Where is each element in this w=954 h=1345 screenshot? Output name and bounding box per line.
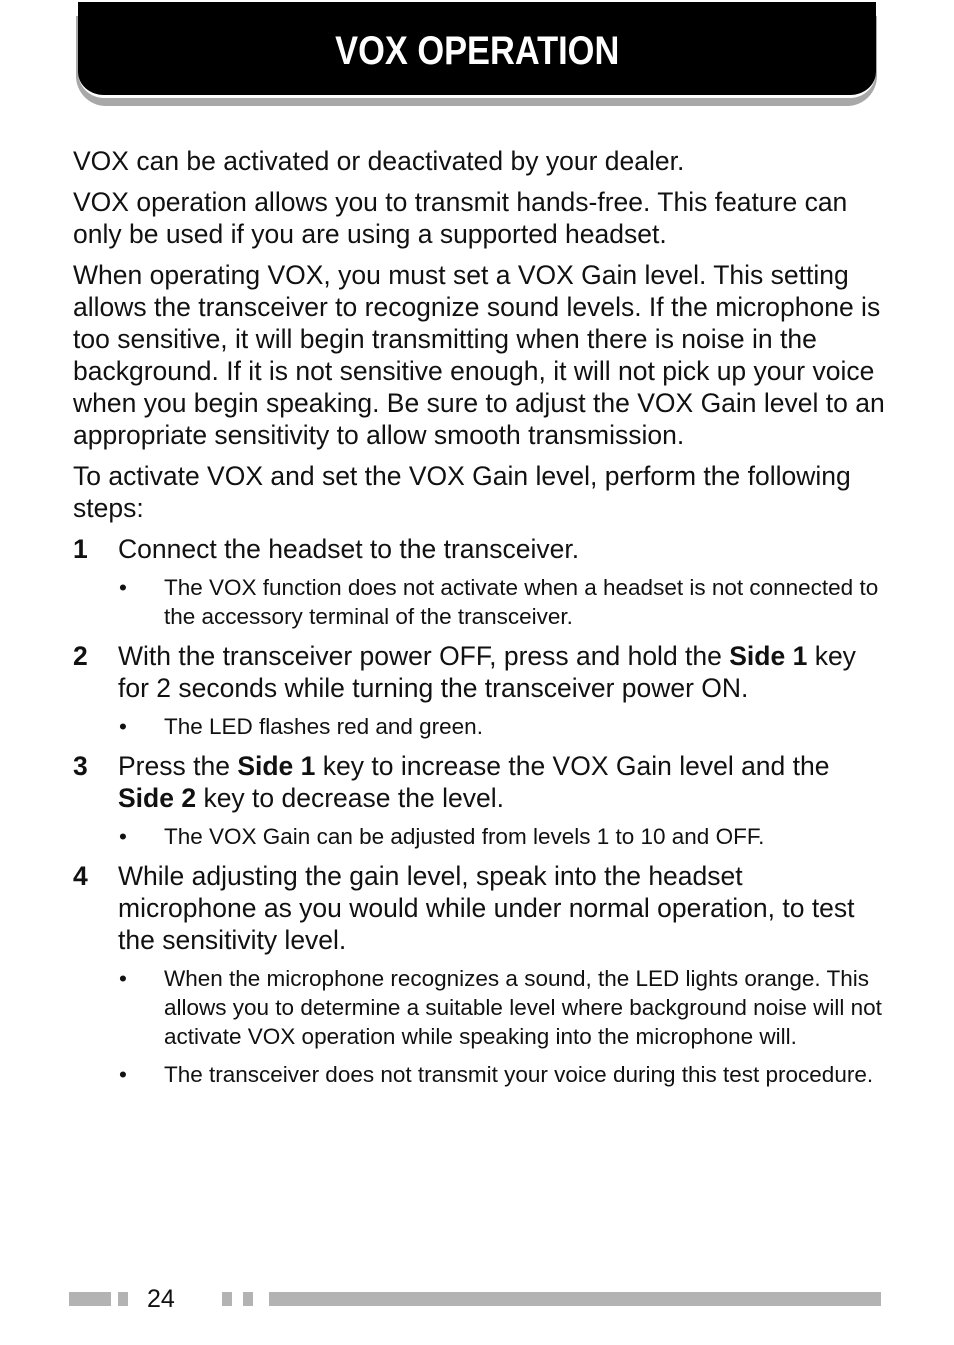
- step-text: While adjusting the gain level, speak into the headset microphone as you would while under normal operation, to test the sensitivity level.: [118, 861, 855, 955]
- step-text: Connect the headset to the transceiver.: [118, 534, 580, 564]
- note-text: The LED flashes red and green.: [164, 714, 483, 739]
- step-note: [73, 712, 885, 741]
- page-number: 24: [147, 1285, 175, 1313]
- footer-bar-segment: [69, 1292, 111, 1306]
- step-text: Press the: [118, 751, 238, 781]
- step-number: 3: [73, 751, 88, 781]
- intro-paragraph: When operating VOX, you must set a VOX Gain level. This setting allows the transceiver to recognize sound levels. If the microphone is too sensitive, it will begin transmitting when there is noise in the background. If it is not sensitive enough, it will not pick up your voice when you begin speaking. Be sure to adjust the VOX Gain level to an appropriate sensitivity to allow smooth transmission.: [73, 260, 885, 450]
- page-footer: [0, 1285, 954, 1315]
- intro-paragraph: To activate VOX and set the VOX Gain level, perform the following steps:: [73, 461, 851, 523]
- footer-bar: [269, 1292, 881, 1306]
- step-note: [73, 822, 885, 851]
- key-name: Side 1: [237, 751, 316, 781]
- step-text: With the transceiver power OFF, press and hold the: [118, 641, 730, 671]
- step-text: key to increase the VOX Gain level and the: [315, 751, 830, 781]
- bullet-icon: •: [119, 1062, 127, 1087]
- step-text: key to decrease the level.: [196, 783, 504, 813]
- key-name: Side 1: [729, 641, 808, 671]
- step-3: [73, 750, 885, 814]
- step-note: [73, 573, 885, 631]
- footer-bar-segment: [118, 1292, 128, 1306]
- intro-paragraph: VOX operation allows you to transmit hands-free. This feature can only be used if you are using a supported headset.: [73, 187, 848, 249]
- bullet-icon: •: [119, 714, 127, 739]
- page-content: [73, 145, 885, 1098]
- note-text: The VOX function does not activate when a headset is not connected to the accessory terminal of the transceiver.: [164, 575, 879, 629]
- footer-bar-segment: [222, 1292, 232, 1306]
- step-4: [73, 860, 885, 956]
- step-number: 4: [73, 861, 88, 891]
- note-text: The transceiver does not transmit your voice during this test procedure.: [164, 1062, 874, 1087]
- bullet-icon: •: [119, 575, 127, 600]
- step-text: key for 2 seconds while turning the transceiver power ON.: [118, 641, 856, 703]
- step-note: [73, 964, 885, 1051]
- note-text: When the microphone recognizes a sound, the LED lights orange. This allows you to determine a suitable level where background noise will not activate VOX operation while speaking into the microphone will.: [164, 966, 882, 1049]
- step-2: [73, 640, 885, 704]
- bullet-icon: •: [119, 966, 127, 991]
- step-1: [73, 533, 885, 565]
- intro-paragraph: VOX can be activated or deactivated by your dealer.: [73, 146, 685, 176]
- page-title: VOX OPERATION: [334, 28, 620, 73]
- step-number: 1: [73, 534, 88, 564]
- step-number: 2: [73, 641, 88, 671]
- note-text: The VOX Gain can be adjusted from levels 1 to 10 and OFF.: [164, 824, 765, 849]
- step-note: [73, 1060, 885, 1089]
- key-name: Side 2: [118, 783, 197, 813]
- title-band: [78, 2, 876, 98]
- footer-bar-segment: [243, 1292, 253, 1306]
- bullet-icon: •: [119, 824, 127, 849]
